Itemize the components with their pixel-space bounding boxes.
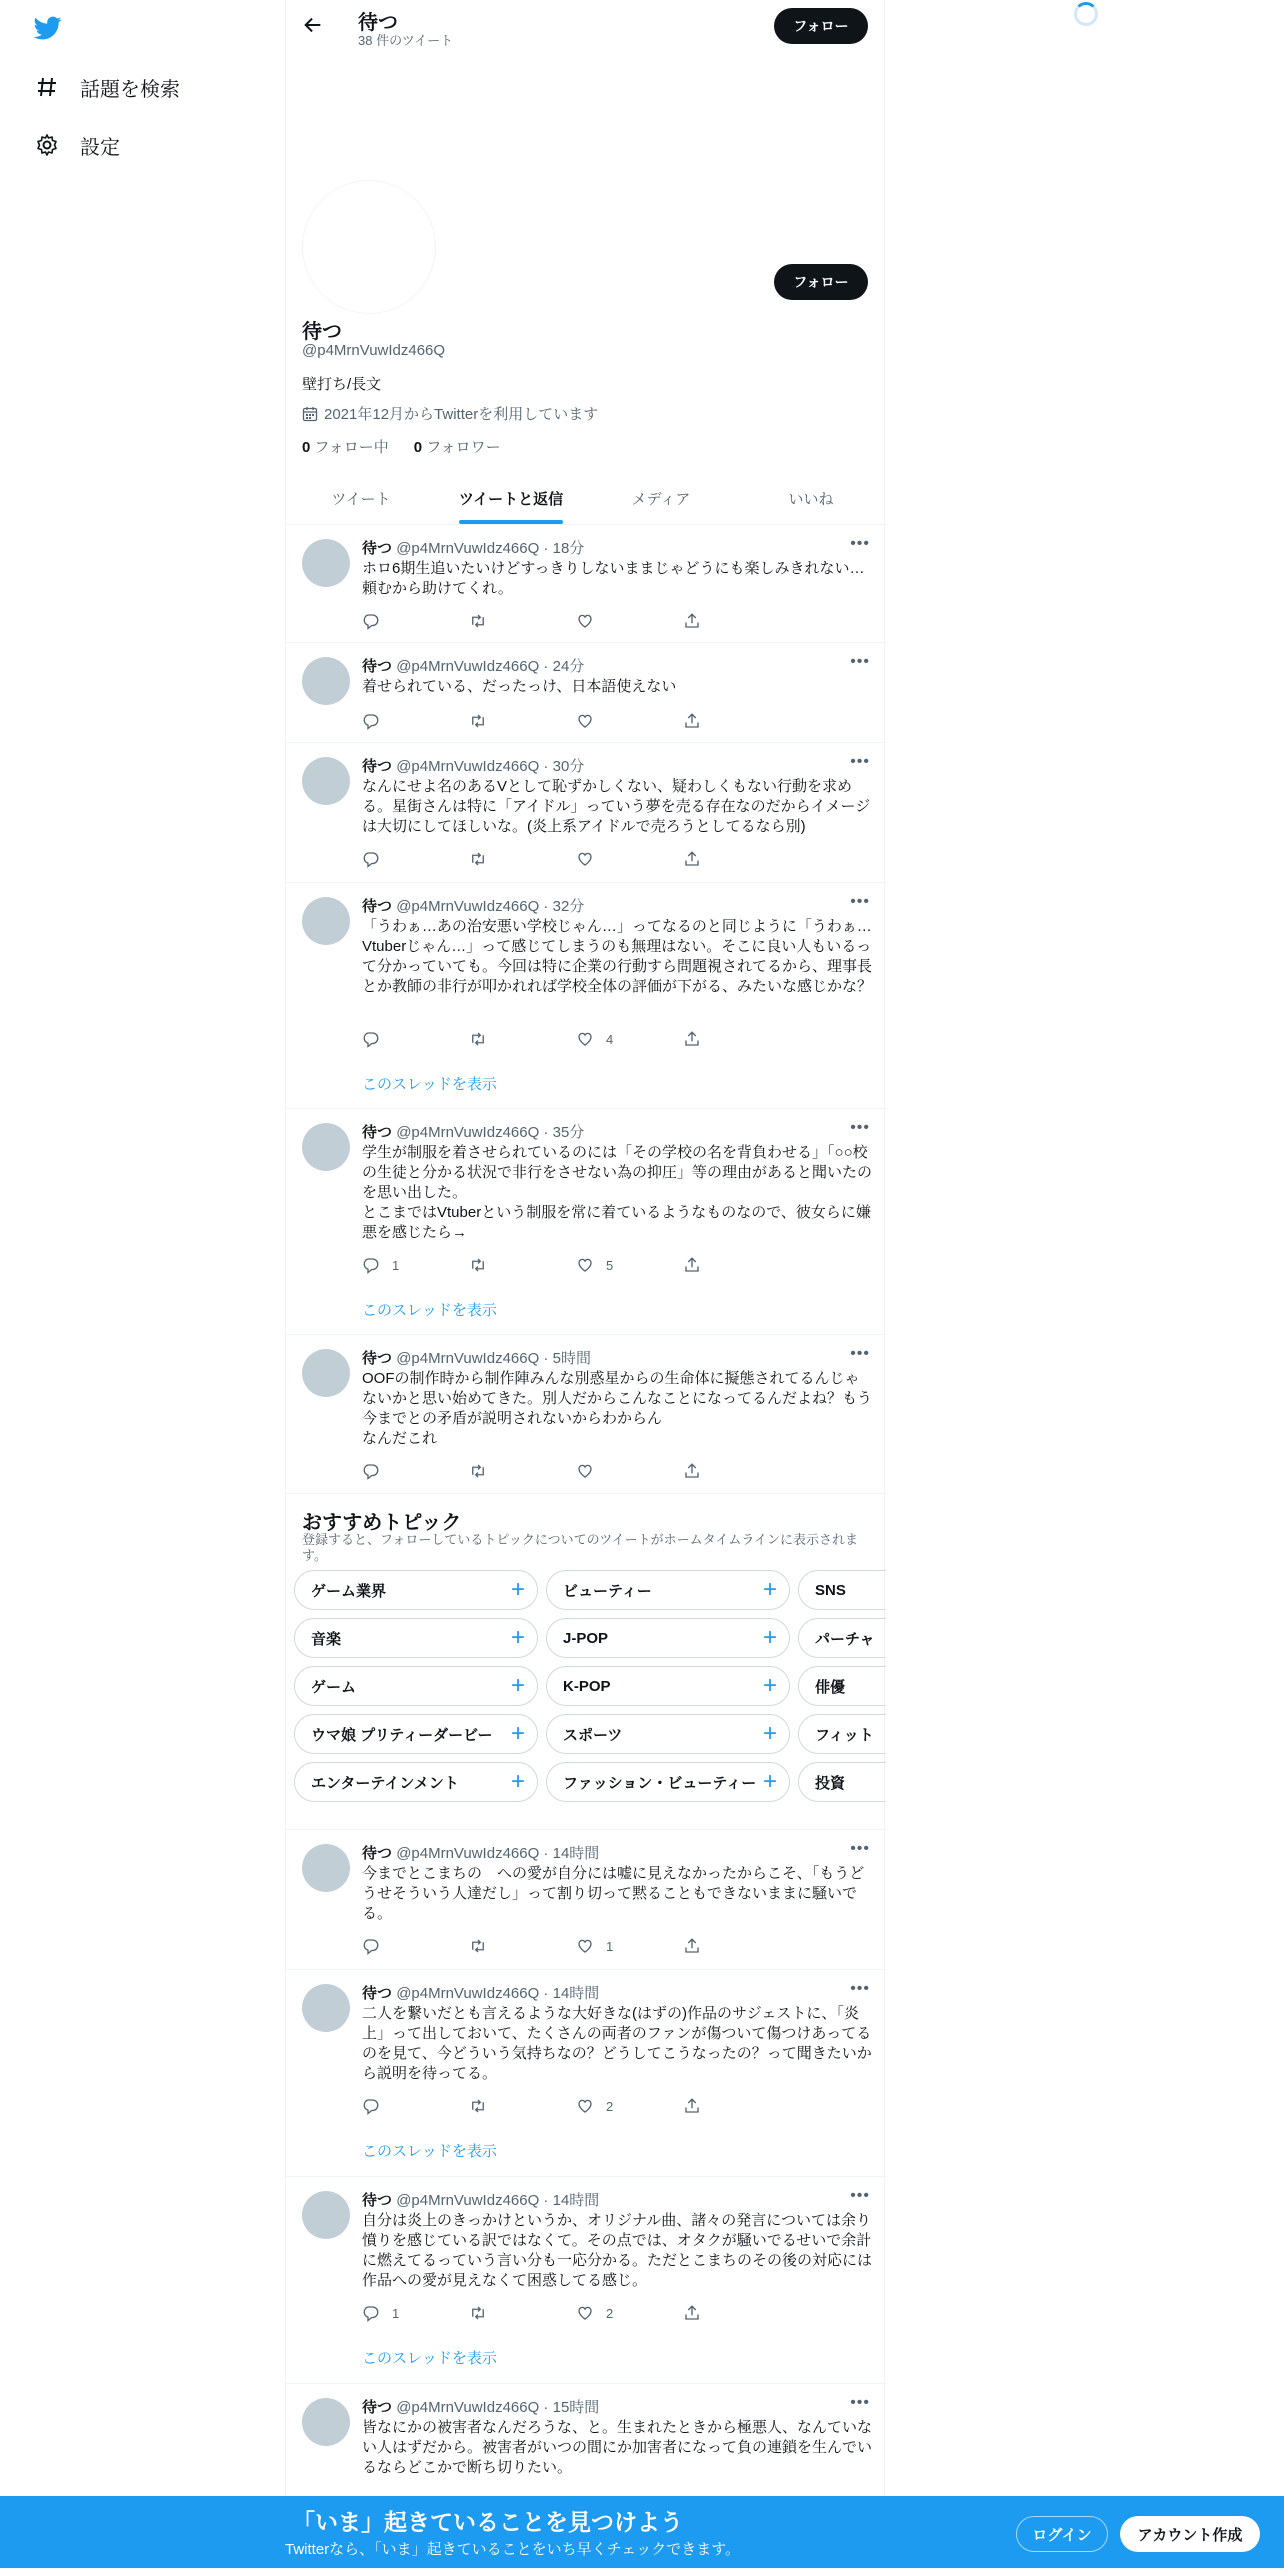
followers-label: フォロワー — [426, 439, 501, 456]
tweet-text: OOFの制作時から制作陣みんな別惑星からの生命体に擬態されてるんじゃないかと思い始めてきた。別人だからこんなことになってるんだよね？もう今までとの矛盾が説明されないからわからん なんだこれ — [362, 1370, 873, 1447]
tweet-header: 待つ @p4MrnVuwIdz466Q · 15時間 — [362, 2399, 600, 2416]
retweet-button[interactable] — [469, 711, 576, 731]
topic-label: スポーツ — [563, 1726, 623, 1744]
topic-label: K-POP — [563, 1677, 611, 1695]
tweet-avatar[interactable] — [302, 1844, 350, 1892]
tweet[interactable] — [286, 883, 886, 1109]
tweet-time[interactable]: 24分 — [552, 658, 585, 675]
tweet-author-name[interactable]: 待つ — [362, 1985, 393, 2002]
retweet-button[interactable] — [469, 1936, 576, 1956]
retweet-button[interactable] — [469, 849, 576, 869]
reply-count: 1 — [392, 1257, 400, 1273]
more-icon[interactable]: ••• — [850, 893, 870, 910]
tweet-actions — [362, 849, 792, 869]
topic-chip[interactable] — [294, 1714, 538, 1754]
reply-button[interactable] — [362, 2303, 469, 2323]
calendar-icon — [302, 406, 318, 422]
tweet-author-name[interactable]: 待つ — [362, 1350, 393, 1367]
tweet-author-name[interactable]: 待つ — [362, 758, 393, 775]
tweet-header: 待つ @p4MrnVuwIdz466Q · 32分 — [362, 898, 585, 915]
like-count: 2 — [606, 2305, 614, 2321]
share-icon — [683, 2097, 701, 2115]
tweet-header: 待つ @p4MrnVuwIdz466Q · 18分 — [362, 540, 585, 557]
back-arrow-icon[interactable] — [302, 14, 324, 36]
topic-chip[interactable] — [546, 1666, 790, 1706]
retweet-icon — [469, 712, 487, 730]
tweet[interactable] — [286, 1335, 886, 1494]
topic-chip[interactable] — [798, 1666, 886, 1706]
topics-title: おすすめトピック — [302, 1512, 462, 1534]
tweet-text: 学生が制服を着させられているのには「その学校の名を背負わせる」「○○校の生徒と分かる状況で非行をさせない為の抑圧」等の理由があると聞いたのを思い出した。 とこまではVtuberという制服を常に着ているようなものなので、彼女らに嫌悪を感じたら→ — [362, 1144, 873, 1241]
tweet-time[interactable]: 14時間 — [552, 2192, 600, 2209]
share-icon — [683, 2304, 701, 2322]
like-button[interactable] — [576, 611, 683, 631]
header-follow-button[interactable]: フォロー — [774, 8, 868, 44]
plus-icon[interactable]: + — [510, 1720, 525, 1747]
share-button[interactable] — [683, 2303, 713, 2323]
tweet-text: 二人を繋いだとも言えるような大好きな(はずの)作品のサジェストに、「炎上」って出しておいて、たくさんの両者のファンが傷ついて傷つけあってるのを見て、今どういう気持ちなの？どうしてこうなったの？って聞きたいから説明を待ってる。 — [362, 2005, 872, 2082]
tweet[interactable] — [286, 1109, 886, 1335]
tweet-author-name[interactable]: 待つ — [362, 898, 393, 915]
tweet-author-handle[interactable]: @p4MrnVuwIdz466Q — [396, 1845, 540, 1862]
tweet-actions — [362, 2096, 792, 2116]
like-button[interactable] — [576, 1461, 683, 1481]
share-button[interactable] — [683, 1936, 713, 1956]
share-icon — [683, 1030, 701, 1048]
reply-button[interactable] — [362, 611, 469, 631]
tweet-avatar[interactable] — [302, 657, 350, 705]
retweet-button[interactable] — [469, 611, 576, 631]
plus-icon[interactable]: + — [762, 1576, 777, 1603]
tweet-avatar[interactable] — [302, 2191, 350, 2239]
tweet[interactable] — [286, 1830, 886, 1970]
tweet-avatar[interactable] — [302, 897, 350, 945]
share-button[interactable] — [683, 611, 713, 631]
signup-button[interactable]: アカウント作成 — [1120, 2516, 1260, 2552]
tweet-author-name[interactable]: 待つ — [362, 1845, 393, 1862]
topic-label: ビューティー — [563, 1582, 652, 1600]
like-button[interactable] — [576, 1255, 683, 1275]
topic-label: ファッション・ビューティー — [563, 1774, 757, 1792]
reply-button[interactable] — [362, 1936, 469, 1956]
more-icon[interactable]: ••• — [850, 1980, 870, 1997]
profile-column — [285, 0, 885, 2568]
tweet-author-name[interactable]: 待つ — [362, 1124, 393, 1141]
reply-icon — [362, 2097, 380, 2115]
share-icon — [683, 712, 701, 730]
topic-chip[interactable] — [546, 1762, 790, 1802]
followers-link[interactable] — [414, 439, 501, 456]
tweet-author-handle[interactable]: @p4MrnVuwIdz466Q — [396, 1350, 540, 1367]
header-name: 待つ — [358, 12, 398, 34]
tweet-avatar[interactable] — [302, 2398, 350, 2446]
topic-chip[interactable] — [546, 1570, 790, 1610]
show-thread-link[interactable]: このスレッドを表示 — [362, 1076, 497, 1093]
more-icon[interactable]: ••• — [850, 1345, 870, 1362]
retweet-icon — [469, 1937, 487, 1955]
hashtag-icon — [34, 74, 60, 100]
tweet-avatar[interactable] — [302, 1123, 350, 1171]
tweet-avatar[interactable] — [302, 1984, 350, 2032]
like-button[interactable] — [576, 849, 683, 869]
more-icon[interactable]: ••• — [850, 753, 870, 770]
plus-icon[interactable]: + — [762, 1720, 777, 1747]
topic-chip[interactable] — [546, 1714, 790, 1754]
tweet-text: なんにせよ名のあるVとして恥ずかしくない、疑わしくもない行動を求める。星街さんは特に「アイドル」っていう夢を売る存在なのだからイメージは大切にしてほしいな。(炎上系アイドルで売ろうとしてるなら別) — [362, 778, 871, 835]
plus-icon[interactable]: + — [762, 1624, 777, 1651]
topic-label: J-POP — [563, 1629, 609, 1647]
like-icon — [576, 1462, 594, 1480]
tweet-time[interactable]: 32分 — [552, 898, 585, 915]
tweet-author-handle[interactable]: @p4MrnVuwIdz466Q — [396, 658, 540, 675]
nav-explore-label: 話題を検索 — [80, 78, 180, 101]
like-icon — [576, 712, 594, 730]
twitter-logo-icon[interactable] — [32, 14, 64, 42]
topic-chip[interactable] — [798, 1618, 886, 1658]
topic-label: パーチャ — [815, 1630, 875, 1648]
profile-follow-stats — [302, 436, 501, 457]
topic-label: SNS — [815, 1581, 846, 1599]
tweet-actions — [362, 711, 792, 731]
retweet-button[interactable] — [469, 1461, 576, 1481]
like-button[interactable] — [576, 711, 683, 731]
tweet-actions — [362, 2303, 792, 2323]
tab-tweets-and-replies[interactable]: ツイートと返信 — [436, 472, 586, 524]
reply-count: 1 — [392, 2305, 400, 2321]
topic-chip[interactable] — [798, 1570, 886, 1610]
profile-follow-button[interactable]: フォロー — [774, 264, 868, 300]
nav-explore[interactable] — [34, 67, 180, 107]
like-button[interactable] — [576, 1029, 683, 1049]
banner-title: 「いま」起きていることを見つけよう — [292, 2509, 683, 2535]
topic-chip[interactable] — [294, 1570, 538, 1610]
retweet-button[interactable] — [469, 2096, 576, 2116]
tweet-header: 待つ @p4MrnVuwIdz466Q · 14時間 — [362, 2192, 600, 2209]
like-button[interactable] — [576, 1936, 683, 1956]
retweet-icon — [469, 2304, 487, 2322]
like-icon — [576, 612, 594, 630]
following-label: フォロー中 — [314, 439, 389, 456]
share-icon — [683, 1462, 701, 1480]
tweet-header: 待つ @p4MrnVuwIdz466Q · 5時間 — [362, 1350, 591, 1367]
reply-button[interactable] — [362, 1029, 469, 1049]
profile-avatar[interactable] — [302, 180, 436, 314]
tweet[interactable] — [286, 1970, 886, 2177]
tweet-author-handle[interactable]: @p4MrnVuwIdz466Q — [396, 2192, 540, 2209]
reply-icon — [362, 850, 380, 868]
share-button[interactable] — [683, 1461, 713, 1481]
tab-media[interactable]: メディア — [631, 490, 691, 508]
left-nav — [0, 0, 285, 2568]
more-icon[interactable]: ••• — [850, 1840, 870, 1857]
tweet-author-name[interactable]: 待つ — [362, 540, 393, 557]
topic-chip[interactable] — [798, 1714, 886, 1754]
reply-icon — [362, 712, 380, 730]
tweet-header: 待つ @p4MrnVuwIdz466Q · 14時間 — [362, 1845, 600, 1862]
tweet-author-handle[interactable]: @p4MrnVuwIdz466Q — [396, 898, 540, 915]
topic-label: ウマ娘 プリティーダービー — [311, 1726, 493, 1744]
profile-joined — [302, 403, 598, 424]
profile-handle: @p4MrnVuwIdz466Q — [302, 342, 446, 359]
tweet-actions — [362, 1461, 792, 1481]
like-count: 1 — [606, 1938, 614, 1954]
retweet-icon — [469, 612, 487, 630]
topic-label: 俳優 — [815, 1678, 846, 1696]
profile-header-bar — [286, 0, 886, 53]
tweet-time[interactable]: 5時間 — [552, 1350, 591, 1367]
plus-icon[interactable]: + — [510, 1624, 525, 1651]
tweet-header: 待つ @p4MrnVuwIdz466Q · 30分 — [362, 758, 585, 775]
tweet-author-name[interactable]: 待つ — [362, 658, 393, 675]
tweet-text: 今までとこまちの への愛が自分には嘘に見えなかったからこそ、「もうどうせそういう人達だし」って割り切って黙ることもできないままに騒いでる。 — [362, 1865, 865, 1922]
tweet-author-handle[interactable]: @p4MrnVuwIdz466Q — [396, 540, 540, 557]
like-icon — [576, 2304, 594, 2322]
more-icon[interactable]: ••• — [850, 2394, 870, 2411]
retweet-button[interactable] — [469, 2303, 576, 2323]
topic-label: フィット — [815, 1726, 874, 1744]
like-count: 5 — [606, 1257, 614, 1273]
followers-count: 0 — [413, 439, 423, 456]
nav-settings[interactable] — [34, 125, 120, 165]
like-icon — [576, 850, 594, 868]
like-icon — [576, 2097, 594, 2115]
show-thread-link[interactable]: このスレッドを表示 — [362, 2143, 497, 2160]
tweet-author-handle[interactable]: @p4MrnVuwIdz466Q — [396, 1985, 540, 2002]
tweet-author-handle[interactable]: @p4MrnVuwIdz466Q — [396, 758, 540, 775]
following-count: 0 — [302, 439, 311, 456]
more-icon[interactable]: ••• — [850, 1119, 870, 1136]
tweet-text: 自分は炎上のきっかけというか、オリジナル曲、諸々の発言については余り憤りを感じている訳ではなくて。その点では、オタクが騒いでるせいで余計に燃えてるっていう言い分も一応分かる。ただとこまちのその後の対応には作品への愛が見えなくて困惑してる感じ。 — [362, 2212, 873, 2289]
retweet-icon — [469, 1256, 487, 1274]
tweet-author-name[interactable]: 待つ — [362, 2399, 393, 2416]
like-count: 4 — [606, 1031, 614, 1047]
share-button[interactable] — [683, 711, 713, 731]
tweet-text: ホロ6期生追いたいけどすっきりしないままじゃどうにも楽しみきれない…頼むから助けてくれ。 — [362, 560, 865, 597]
tweet-time[interactable]: 14時間 — [552, 1845, 600, 1862]
reply-icon — [362, 2304, 380, 2322]
tweet-header: 待つ @p4MrnVuwIdz466Q · 35分 — [362, 1124, 585, 1141]
tweet-author-handle[interactable]: @p4MrnVuwIdz466Q — [396, 1124, 540, 1141]
share-icon — [683, 850, 701, 868]
share-button[interactable] — [683, 1255, 713, 1275]
plus-icon[interactable]: + — [510, 1768, 525, 1795]
tweet[interactable] — [286, 2177, 886, 2384]
topic-label: ゲーム — [311, 1678, 357, 1696]
reply-button[interactable] — [362, 2096, 469, 2116]
tweet-text: 「うわぁ…あの治安悪い学校じゃん…」ってなるのと同じように「うわぁ…Vtuberじゃん…」って感じてしまうのも無理はない。そこに良い人もいるって分かっていても。今回は特に企業の行動すら問題視されてるから、理事長とか教師の非行が叩かれれば学校全体の評価が下がる、みたいな感じかな？ — [362, 918, 873, 995]
tweet-time[interactable]: 35分 — [552, 1124, 585, 1141]
tweet-header: 待つ @p4MrnVuwIdz466Q · 14時間 — [362, 1985, 600, 2002]
tab-likes[interactable]: いいね — [788, 490, 834, 508]
signup-banner — [0, 2496, 1284, 2568]
gear-icon — [34, 132, 60, 158]
share-icon — [683, 612, 701, 630]
like-icon — [576, 1937, 594, 1955]
recommended-topics — [286, 1494, 886, 1830]
share-button[interactable] — [683, 2096, 713, 2116]
share-icon — [683, 1256, 701, 1274]
more-icon[interactable]: ••• — [850, 535, 870, 552]
tweet[interactable] — [286, 643, 886, 743]
reply-icon — [362, 1030, 380, 1048]
like-icon — [576, 1256, 594, 1274]
tweet-actions — [362, 1255, 792, 1275]
tweet-author-handle[interactable]: @p4MrnVuwIdz466Q — [396, 2399, 540, 2416]
retweet-button[interactable] — [469, 1029, 576, 1049]
profile-tabs — [286, 472, 886, 525]
reply-button[interactable] — [362, 849, 469, 869]
like-count: 2 — [606, 2098, 614, 2114]
show-thread-link[interactable]: このスレッドを表示 — [362, 1302, 497, 1319]
share-button[interactable] — [683, 849, 713, 869]
like-button[interactable] — [576, 2096, 683, 2116]
plus-icon[interactable]: + — [510, 1576, 525, 1603]
banner-subtitle: Twitterなら、「いま」起きていることをいち早くチェックできます。 — [285, 2541, 741, 2558]
retweet-icon — [469, 850, 487, 868]
tweet-header: 待つ @p4MrnVuwIdz466Q · 24分 — [362, 658, 585, 675]
tweet-avatar[interactable] — [302, 1349, 350, 1397]
topic-chip[interactable] — [294, 1762, 538, 1802]
reply-button[interactable] — [362, 1461, 469, 1481]
tweet-time[interactable]: 15時間 — [552, 2399, 600, 2416]
tweet[interactable] — [286, 743, 886, 883]
tab-tweets[interactable]: ツイート — [331, 490, 391, 508]
tweet-time[interactable]: 30分 — [552, 758, 585, 775]
topic-chip[interactable] — [294, 1618, 538, 1658]
retweet-icon — [469, 2097, 487, 2115]
topic-chip[interactable] — [294, 1666, 538, 1706]
profile-bio: 壁打ち/長文 — [302, 376, 382, 393]
like-icon — [576, 1030, 594, 1048]
reply-icon — [362, 1256, 380, 1274]
more-icon[interactable]: ••• — [850, 653, 870, 670]
topic-label: エンターテインメント — [311, 1774, 459, 1792]
share-button[interactable] — [683, 1029, 713, 1049]
tweet-avatar[interactable] — [302, 539, 350, 587]
reply-icon — [362, 612, 380, 630]
like-button[interactable] — [576, 2303, 683, 2323]
retweet-icon — [469, 1030, 487, 1048]
tweet[interactable] — [286, 525, 886, 643]
topics-description: 登録すると、フォローしているトピックについてのツイートがホームタイムラインに表示されます。 — [302, 1532, 859, 1563]
tweet-text: 着せられている、だったっけ、日本語使えない — [362, 678, 677, 695]
nav-settings-label: 設定 — [80, 136, 120, 159]
topic-label: 投資 — [815, 1774, 846, 1792]
plus-icon[interactable]: + — [762, 1768, 777, 1795]
tweet-actions — [362, 611, 792, 631]
tweet-time[interactable]: 14時間 — [552, 1985, 600, 2002]
header-tweet-count: 38 件のツイート — [358, 33, 454, 48]
tweet[interactable] — [286, 2384, 886, 2504]
reply-button[interactable] — [362, 1255, 469, 1275]
topic-label: ゲーム業界 — [311, 1582, 387, 1600]
show-thread-link[interactable]: このスレッドを表示 — [362, 2350, 497, 2367]
loading-spinner-icon — [1074, 2, 1098, 26]
tweet-actions — [362, 1936, 792, 1956]
reply-icon — [362, 1937, 380, 1955]
profile-joined-text: 2021年12月からTwitterを利用しています — [324, 406, 599, 423]
tweet-author-name[interactable]: 待つ — [362, 2192, 393, 2209]
reply-icon — [362, 1462, 380, 1480]
tweet-time[interactable]: 18分 — [552, 540, 585, 557]
login-button[interactable]: ログイン — [1016, 2516, 1108, 2552]
tweet-avatar[interactable] — [302, 757, 350, 805]
more-icon[interactable]: ••• — [850, 2187, 870, 2204]
reply-button[interactable] — [362, 711, 469, 731]
tweet-text: 皆なにかの被害者なんだろうな、と。生まれたときから極悪人、なんていない人はずだから。被害者がいつの間にか加害者になって負の連鎖を生んでいるならどこかで断ち切りたい。 — [362, 2419, 873, 2476]
plus-icon[interactable]: + — [762, 1672, 777, 1699]
retweet-button[interactable] — [469, 1255, 576, 1275]
tweet-actions — [362, 1029, 792, 1049]
share-icon — [683, 1937, 701, 1955]
profile-name: 待つ — [302, 321, 342, 343]
topic-chip[interactable] — [798, 1762, 886, 1802]
plus-icon[interactable]: + — [510, 1672, 525, 1699]
retweet-icon — [469, 1462, 487, 1480]
topic-chip[interactable] — [546, 1618, 790, 1658]
topic-label: 音楽 — [311, 1630, 342, 1648]
following-link[interactable] — [302, 439, 389, 456]
